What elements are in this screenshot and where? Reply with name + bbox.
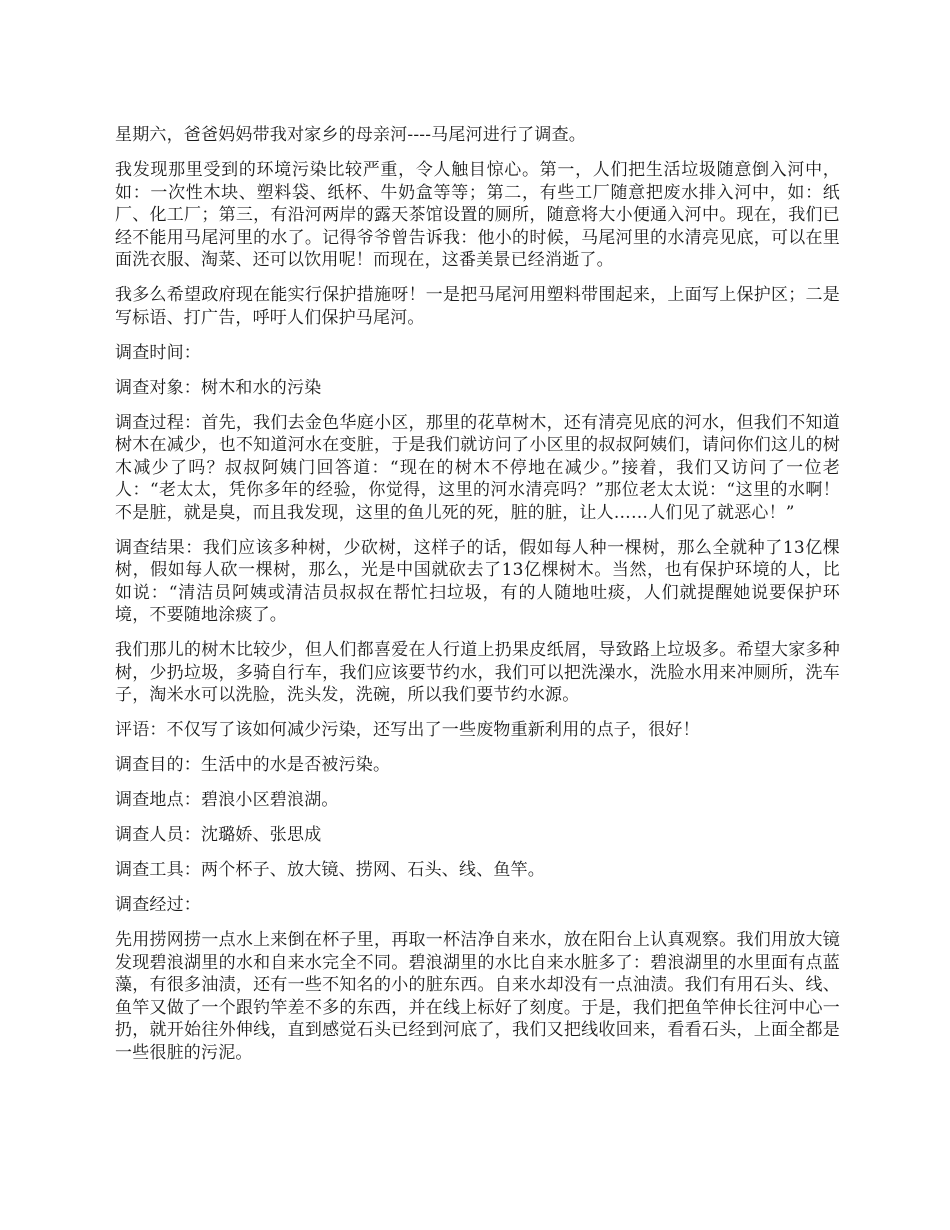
teacher-comment: 评语：不仅写了该如何减少污染，还写出了一些废物重新利用的点子，很好！ (115, 720, 700, 740)
document-body (115, 124, 840, 1077)
survey-result: 调查结果：我们应该多种树，少砍树，这样子的话，假如每人种一棵树，那么全就种了13亿棵树，假如每人砍一棵树，那么，光是中国就砍去了13亿棵树木。当然，也有保护环境的人，比如说：“清洁员阿姨或清洁员叔叔在帮忙扫垃圾，有的人随地吐痰，人们就提醒她说要保护环境，不要随地涂痰了。 (115, 537, 840, 625)
survey-procedure-detail: 先用捞网捞一点水上来倒在杯子里，再取一杯洁净自来水，放在阳台上认真观察。我们用放大镜发现碧浪湖里的水和自来水完全不同。碧浪湖里的水比自来水脏多了：碧浪湖里的水里面有点蓝藻，有很多油渍，还有一些不知名的小的脏东西。自来水却没有一点油渍。我们有用石头、线、鱼竿又做了一个跟钓竿差不多的东西，并在线上标好了刻度。于是，我们把鱼竿伸长往河中心一扔，就开始往外伸线，直到感觉石头已经到河底了，我们又把线收回来，看看石头，上面全都是一些很脏的污泥。 (115, 930, 840, 1063)
survey-purpose: 调查目的：生活中的水是否被污染。 (115, 755, 391, 775)
paragraph-suggestion: 我们那儿的树木比较少，但人们都喜爱在人行道上扔果皮纸屑，导致路上垃圾多。希望大家多种树，少扔垃圾，多骑自行车，我们应该要节约水，我们可以把洗澡水，洗脸水用来冲厕所，洗车子，淘米水可以洗脸，洗头发，洗碗，所以我们要节约水源。 (115, 640, 840, 705)
survey-location: 调查地点：碧浪小区碧浪湖。 (115, 790, 339, 810)
survey-tools: 调查工具：两个杯子、放大镜、捞网、石头、线、鱼竿。 (115, 860, 545, 880)
survey-subject: 调查对象：树木和水的污染 (115, 377, 322, 398)
survey-members: 调查人员：沈璐娇、张思成 (115, 825, 322, 845)
survey-process: 调查过程：首先，我们去金色华庭小区，那里的花草树木，还有清亮见底的河水，但我们不知道树木在减少，也不知道河水在变脏，于是我们就访问了小区里的叔叔阿姨们，请问你们这儿的树木减少了吗？叔叔阿姨门回答道：“现在的树木不停地在减少。”接着，我们又访问了一位老人：“老太太，凭你多年的经验，你觉得，这里的河水清亮吗？”那位老太太说：“这里的水啊！不是脏，就是臭，而且我发现，这里的鱼儿死的死，脏的脏，让人……人们见了就恶心！” (115, 412, 840, 523)
paragraph-hope: 我多么希望政府现在能实行保护措施呀！一是把马尾河用塑料带围起来，上面写上保护区；二是写标语、打广告，呼吁人们保护马尾河。 (115, 285, 840, 328)
survey-procedure-heading: 调查经过： (115, 895, 201, 915)
paragraph-pollution-findings: 我发现那里受到的环境污染比较严重，令人触目惊心。第一，人们把生活垃圾随意倒入河中，如：一次性木块、塑料袋、纸杯、牛奶盒等等；第二，有些工厂随意把废水排入河中，如：纸厂、化工厂；第三，有沿河两岸的露天茶馆设置的厕所，随意将大小便通入河中。现在，我们已经不能用马尾河里的水了。记得爷爷曾告诉我：他小的时候，马尾河里的水清亮见底，可以在里面洗衣服、淘菜、还可以饮用呢！而现在，这番美景已经消逝了。 (115, 160, 840, 270)
paragraph-intro: 星期六，爸爸妈妈带我对家乡的母亲河----马尾河进行了调查。 (115, 125, 586, 145)
survey-time: 调查时间： (115, 342, 201, 363)
